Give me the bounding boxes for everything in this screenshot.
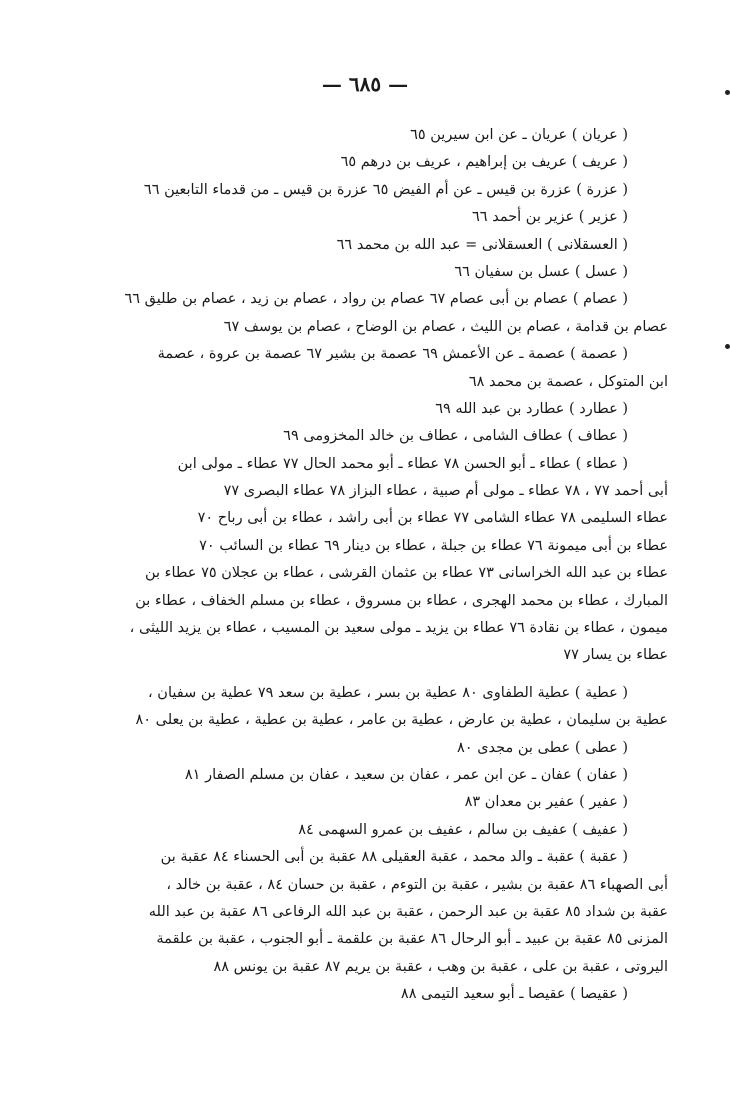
index-line: ( عفيف ) عفيف بن سالم ، عفيف بن عمرو السهمى ٨٤ <box>298 821 628 838</box>
page-number: — ٦٨٥ — <box>321 72 409 96</box>
index-line: عقبة بن شداد ٨٥ عقبة بن عبد الرحمن ، عقبة بن عبد الله الرفاعى ٨٦ عقبة بن عبد الله <box>148 903 668 920</box>
index-line: ( عريف ) عريف بن إبراهيم ، عريف بن درهم ٦٥ <box>340 154 628 171</box>
index-line: ( عزير ) عزير بن أحمد ٦٦ <box>472 209 628 226</box>
index-line: ( العسقلانى ) العسقلانى = عبد الله بن محمد ٦٦ <box>336 236 628 253</box>
index-line: عطاء السليمى ٧٨ عطاء الشامى ٧٧ عطاء بن أبى راشد ، عطاء بن أبى رباح ٧٠ <box>197 510 668 527</box>
index-line: أبى أحمد ٧٧ ، ٧٨ عطاء ـ مولى أم صبية ، عطاء البزاز ٧٨ عطاء البصرى ٧٧ <box>223 483 668 500</box>
index-line: عطاء بن أبى ميمونة ٧٦ عطاء بن جبلة ، عطاء بن دينار ٦٩ عطاء بن السائب ٧٠ <box>199 537 668 554</box>
index-line: اليروتى ، عقبة بن على ، عقبة بن وهب ، عقبة بن يريم ٨٧ عقبة بن يونس ٨٨ <box>213 958 668 975</box>
index-line: عطاء بن يسار ٧٧ <box>563 647 668 664</box>
index-line: عطية بن سليمان ، عطية بن عارض ، عطية بن عامر ، عطية بن عطية ، عطية بن يعلى ٨٠ <box>135 712 668 729</box>
index-line: ابن المتوكل ، عصمة بن محمد ٦٨ <box>468 373 668 390</box>
index-line: ( عطاء ) عطاء ـ أبو الحسن ٧٨ عطاء ـ أبو محمد الحال ٧٧ عطاء ـ مولى ابن <box>177 455 628 472</box>
index-text <box>124 122 668 1009</box>
index-line: ( عفان ) عفان ـ عن ابن عمر ، عفان بن سعيد ، عفان بن مسلم الصفار ٨١ <box>184 766 628 783</box>
index-line: ( عفير ) عفير بن معدان ٨٣ <box>464 794 628 811</box>
index-line: المبارك ، عطاء بن محمد الهجرى ، عطاء بن مسروق ، عطاء بن مسلم الخفاف ، عطاء بن <box>135 592 668 609</box>
index-line: ( عصام ) عصام بن أبى عصام ٦٧ عصام بن رواد ، عصام بن زيد ، عصام بن طليق ٦٦ <box>124 291 628 308</box>
index-line: ( عريان ) عريان ـ عن ابن سيرين ٦٥ <box>410 127 628 143</box>
index-line: أبى الصهباء ٨٦ عقبة بن بشير ، عقبة بن التوءم ، عقبة بن حسان ٨٤ ، عقبة بن خالد ، <box>166 876 668 893</box>
margin-dot <box>725 344 730 349</box>
index-line: ( عطاف ) عطاف الشامى ، عطاف بن خالد المخزومى ٦٩ <box>283 428 628 445</box>
index-line: عصام بن قدامة ، عصام بن الليث ، عصام بن الوضاح ، عصام بن يوسف ٦٧ <box>223 318 668 335</box>
index-line: ( عصمة ) عصمة ـ عن الأعمش ٦٩ عصمة بن بشير ٦٧ عصمة بن عروة ، عصمة <box>157 346 628 363</box>
index-line: ( عطية ) عطية الطفاوى ٨٠ عطية بن بسر ، عطية بن سعد ٧٩ عطية بن سفيان ، <box>148 684 628 701</box>
index-line: ( عطى ) عطى بن مجدى ٨٠ <box>457 739 628 756</box>
index-line: عطاء بن عبد الله الخراسانى ٧٣ عطاء بن عثمان القرشى ، عطاء بن عجلان ٧٥ عطاء بن <box>144 565 668 582</box>
index-line: ميمون ، عطاء بن نقادة ٧٦ عطاء بن يزيد ـ مولى سعيد بن المسيب ، عطاء بن يزيد الليثى ، <box>129 620 668 637</box>
index-line: ( عزرة ) عزرة بن قيس ـ عن أم الفيض ٦٥ عزرة بن قيس ـ من قدماء التابعين ٦٦ <box>143 181 628 198</box>
index-line: المزنى ٨٥ عقبة بن عبيد ـ أبو الرحال ٨٦ عقبة بن علقمة ـ أبو الجنوب ، عقبة بن علقمة <box>156 931 668 948</box>
index-line: ( عسل ) عسل بن سفيان ٦٦ <box>454 263 628 280</box>
index-line: ( عقبة ) عقبة ـ والد محمد ، عقبة العقيلى ٨٨ عقبة بن أبى الحسناء ٨٤ عقبة بن <box>160 849 628 866</box>
index-line: ( عقيصا ) عقيصا ـ أبو سعيد التيمى ٨٨ <box>400 986 628 1003</box>
index-line: ( عطارد ) عطارد بن عبد الله ٦٩ <box>435 400 628 417</box>
